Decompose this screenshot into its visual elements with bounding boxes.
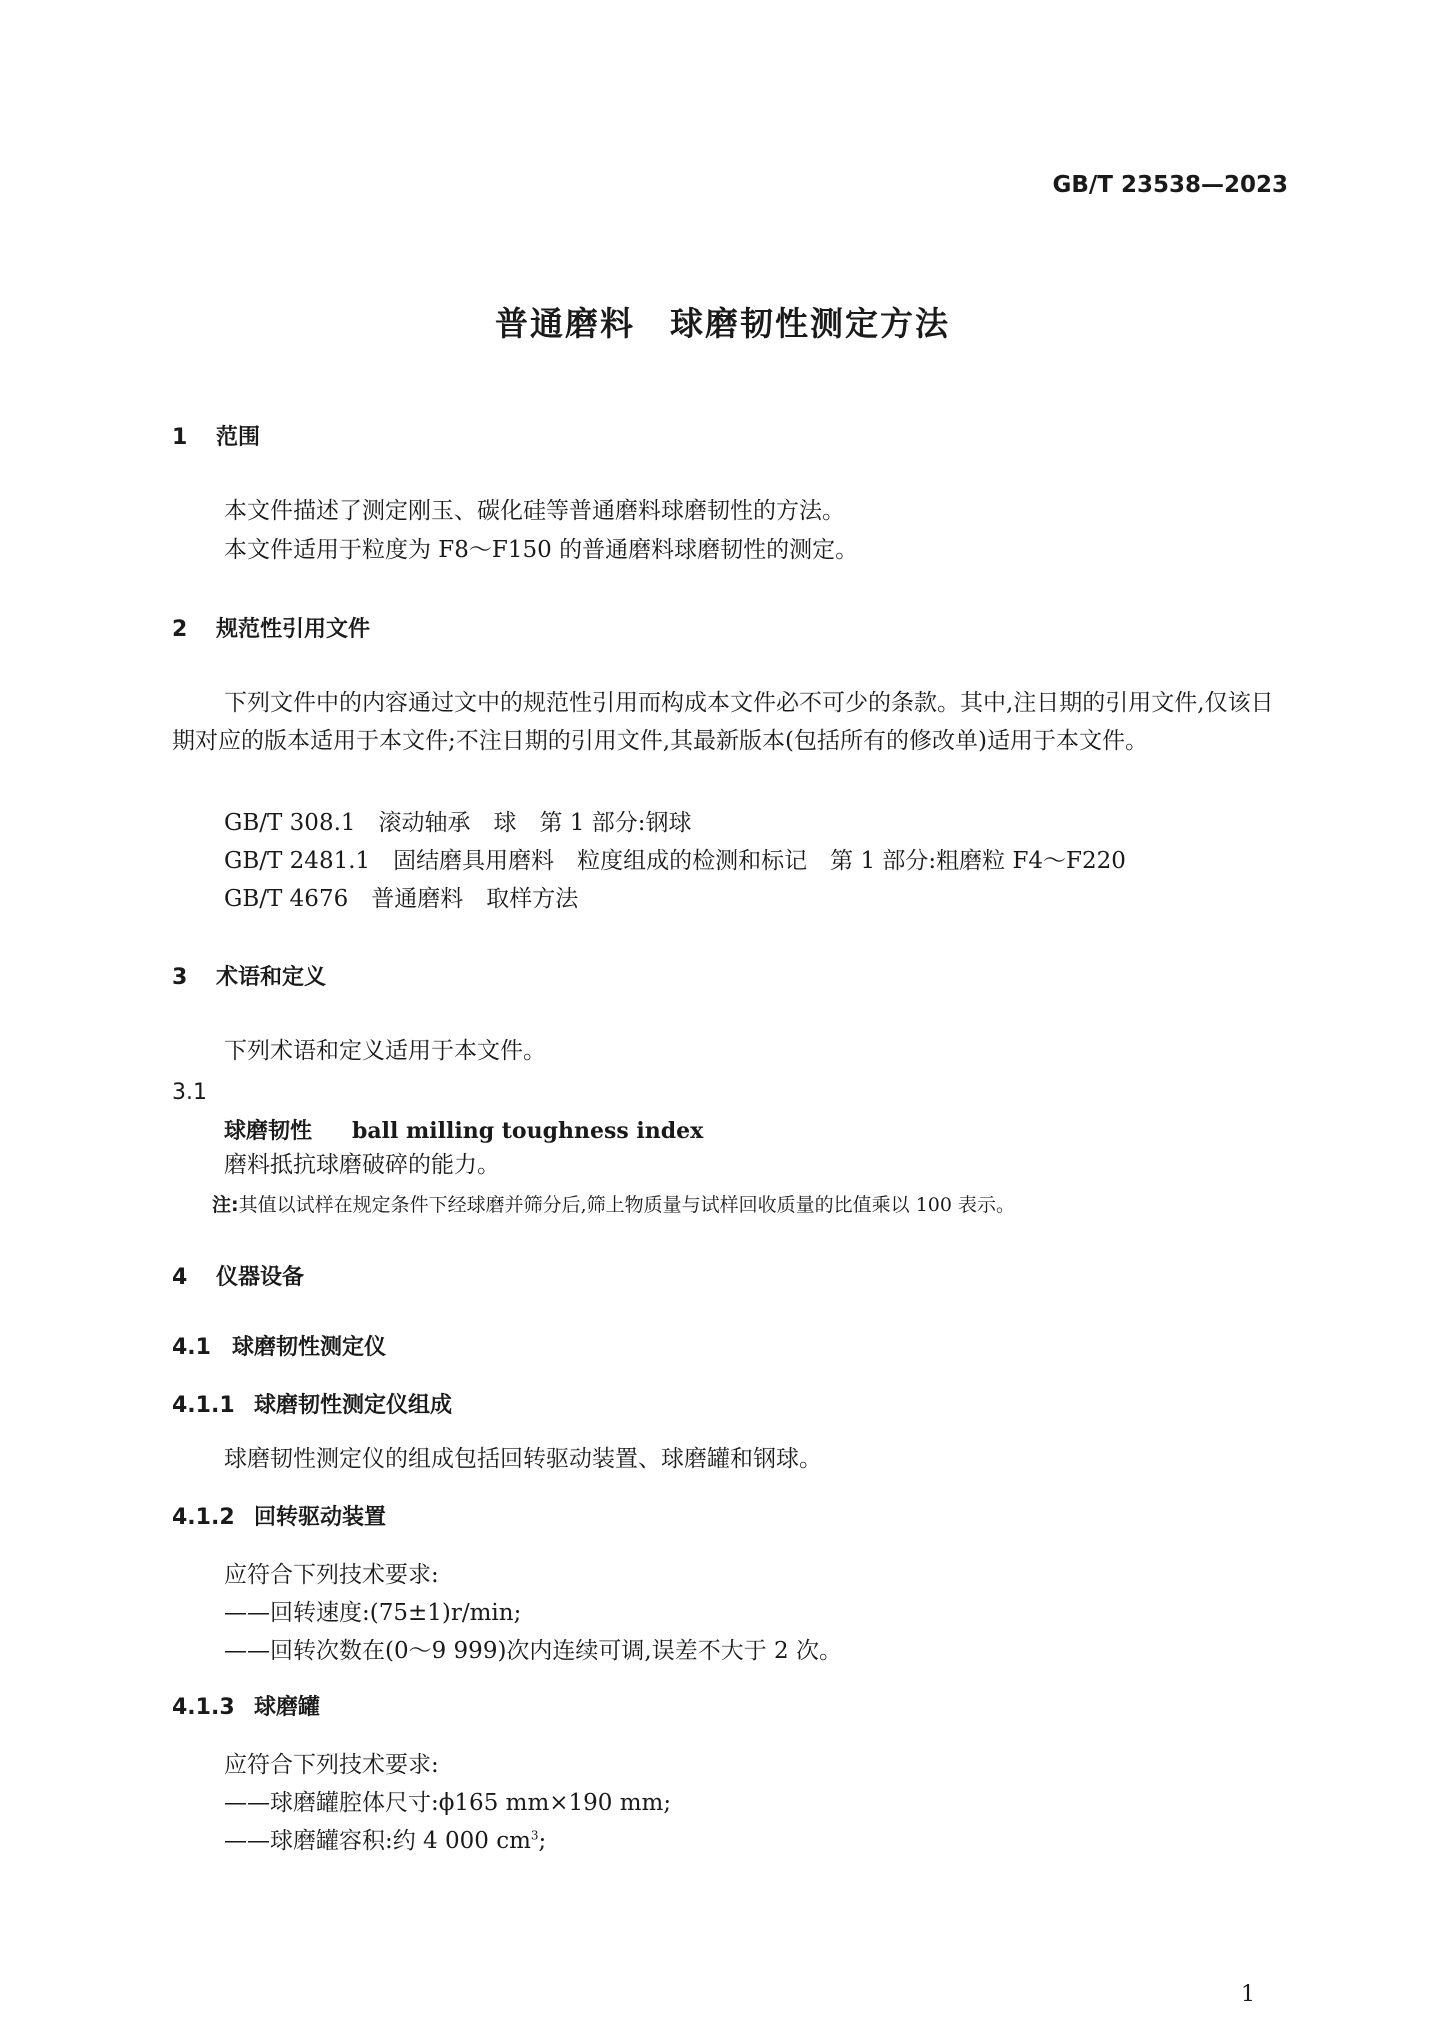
list-item: ——回转次数在(0～9 999)次内连续可调,误差不大于 2 次。 bbox=[224, 1638, 842, 1664]
term-entry bbox=[224, 1114, 703, 1145]
document-code: GB/T 23538—2023 bbox=[1052, 172, 1288, 198]
page-number: 1 bbox=[1241, 1982, 1255, 2007]
section-number: 1 bbox=[172, 425, 188, 450]
section-4-heading bbox=[172, 1260, 304, 1291]
term-english: ball milling toughness index bbox=[352, 1118, 704, 1144]
section-number: 2 bbox=[172, 617, 188, 642]
list-item bbox=[224, 1822, 546, 1860]
section-number: 4.1.3 bbox=[172, 1695, 235, 1720]
paragraph: 应符合下列技术要求: bbox=[224, 1752, 439, 1778]
section-number: 4.1.1 bbox=[172, 1393, 235, 1418]
superscript: 3 bbox=[530, 1828, 539, 1843]
section-title: 规范性引用文件 bbox=[216, 617, 371, 642]
list-item-end: ; bbox=[538, 1828, 547, 1854]
section-number: 3 bbox=[172, 965, 188, 990]
reference-item: GB/T 4676 普通磨料 取样方法 bbox=[224, 886, 579, 912]
section-number: 4.1 bbox=[172, 1335, 211, 1360]
paragraph: 下列术语和定义适用于本文件。 bbox=[224, 1038, 546, 1064]
section-1-heading bbox=[172, 420, 260, 451]
paragraph: 本文件描述了测定刚玉、碳化硅等普通磨料球磨韧性的方法。 bbox=[224, 498, 845, 524]
term-definition: 磨料抵抗球磨破碎的能力。 bbox=[224, 1152, 500, 1178]
list-item: ——回转速度:(75±1)r/min; bbox=[224, 1600, 522, 1626]
paragraph: 下列文件中的内容通过文中的规范性引用而构成本文件必不可少的条款。其中,注日期的引用文件,仅该日期对应的版本适用于本文件;不注日期的引用文件,其最新版本(包括所有的修改单)适用于本文件。 bbox=[172, 690, 1274, 754]
paragraph: 球磨韧性测定仪的组成包括回转驱动装置、球磨罐和钢球。 bbox=[224, 1446, 822, 1472]
note-text: 其值以试样在规定条件下经球磨并筛分后,筛上物质量与试样回收质量的比值乘以 100 表示。 bbox=[238, 1194, 1015, 1216]
list-item-text: ——球磨罐容积:约 4 000 cm bbox=[224, 1828, 531, 1854]
note-label: 注: bbox=[212, 1194, 239, 1216]
section-number: 4.1.2 bbox=[172, 1505, 235, 1530]
section-3-heading bbox=[172, 960, 326, 991]
section-title: 球磨韧性测定仪组成 bbox=[254, 1393, 453, 1418]
section-title: 术语和定义 bbox=[216, 965, 327, 990]
section-title: 仪器设备 bbox=[216, 1265, 305, 1290]
reference-item: GB/T 308.1 滚动轴承 球 第 1 部分:钢球 bbox=[224, 810, 692, 836]
section-title: 球磨韧性测定仪 bbox=[232, 1335, 387, 1360]
section-4-1-2-heading bbox=[172, 1500, 386, 1531]
reference-item: GB/T 2481.1 固结磨具用磨料 粒度组成的检测和标记 第 1 部分:粗磨粒 F4～F220 bbox=[224, 848, 1126, 874]
section-title: 球磨罐 bbox=[254, 1695, 321, 1720]
section-2-heading bbox=[172, 612, 370, 643]
paragraph: 本文件适用于粒度为 F8～F150 的普通磨料球磨韧性的测定。 bbox=[224, 537, 859, 563]
paragraph: 应符合下列技术要求: bbox=[224, 1562, 439, 1588]
section-title: 范围 bbox=[216, 425, 261, 450]
section-title: 回转驱动装置 bbox=[254, 1505, 387, 1530]
document-title: 普通磨料 球磨韧性测定方法 bbox=[495, 304, 950, 343]
section-number: 4 bbox=[172, 1265, 188, 1290]
term-number: 3.1 bbox=[172, 1080, 207, 1105]
section-4-1-heading bbox=[172, 1330, 386, 1361]
term-chinese: 球磨韧性 bbox=[224, 1119, 313, 1144]
note bbox=[212, 1190, 1015, 1217]
section-4-1-1-heading bbox=[172, 1388, 452, 1419]
list-item: ——球磨罐腔体尺寸:ϕ165 mm×190 mm; bbox=[224, 1790, 672, 1816]
section-4-1-3-heading bbox=[172, 1690, 320, 1721]
